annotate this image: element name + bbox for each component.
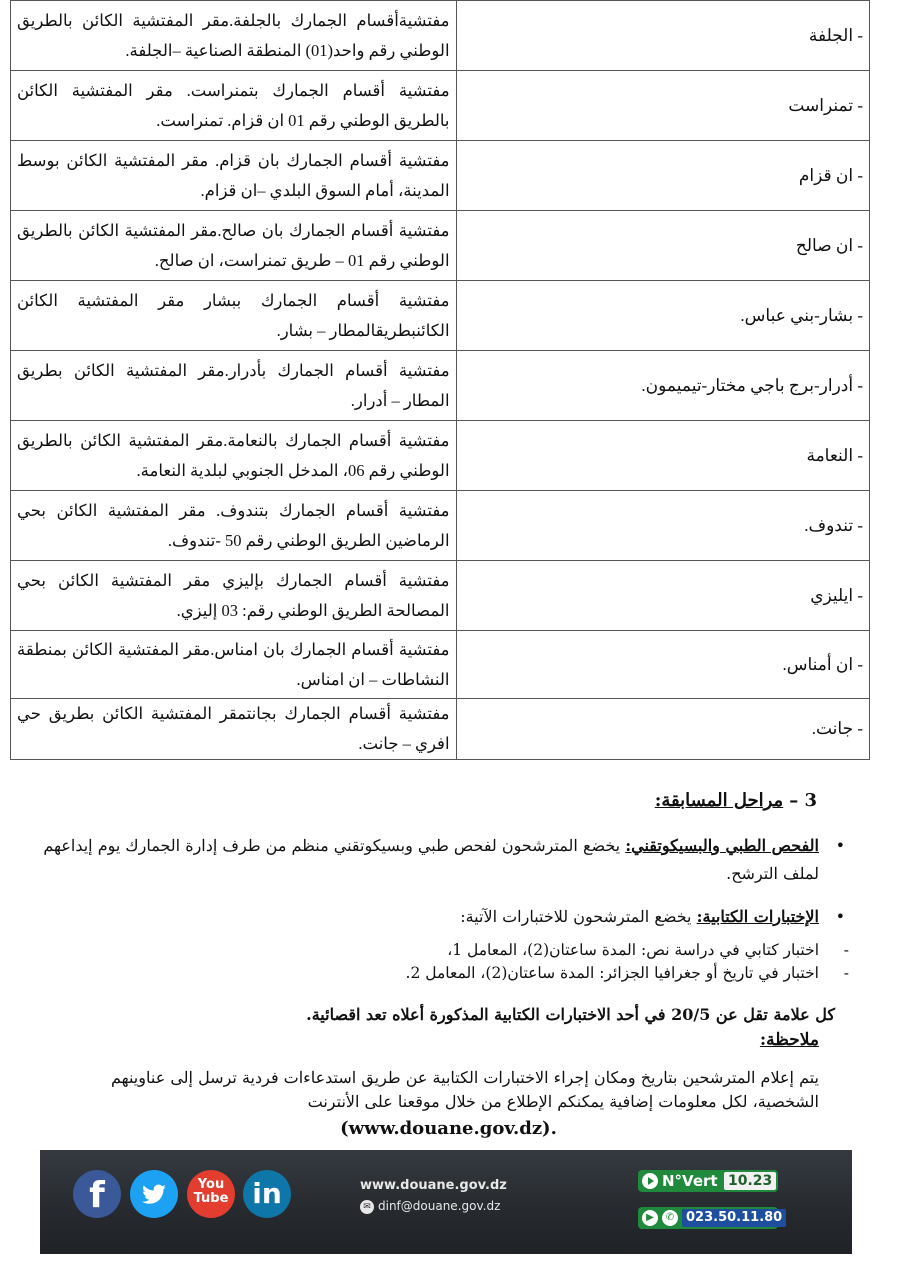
office-region: - ايليزي bbox=[456, 561, 869, 631]
green-number-label: N°Vert bbox=[662, 1172, 718, 1190]
play-icon bbox=[642, 1173, 658, 1189]
email-icon: ✉ bbox=[360, 1200, 374, 1214]
note-heading: ملاحظة: bbox=[759, 1030, 819, 1050]
office-address: مفتشية أقسام الجمارك بأدرار.مقر المفتشية الكائن بطريق المطار – أدرار. bbox=[11, 351, 457, 421]
table-row bbox=[11, 281, 870, 351]
office-region: - الجلفة bbox=[456, 1, 869, 71]
play-icon: ▶ bbox=[642, 1210, 658, 1226]
facebook-icon[interactable]: f bbox=[73, 1170, 121, 1218]
elimination-note: كل علامة تقل عن 20/5 في أحد الاختبارات الكتابية المذكورة أعلاه تعد اقصائية. bbox=[306, 1005, 835, 1024]
youtube-bottom-label: Tube bbox=[193, 1191, 229, 1206]
office-region: - تندوف. bbox=[456, 491, 869, 561]
linkedin-icon[interactable]: in bbox=[243, 1170, 291, 1218]
table-row bbox=[11, 1, 870, 71]
office-address: مفتشية أقسام الجمارك بان قزام. مقر المفتشية الكائن بوسط المدينة، أمام السوق البلدي –ان قزام. bbox=[11, 141, 457, 211]
stages-number: 3 – bbox=[789, 790, 817, 811]
phone-icon: ✆ bbox=[662, 1210, 678, 1226]
medical-exam-paragraph bbox=[19, 832, 845, 888]
table-row bbox=[11, 351, 870, 421]
bullet-icon: • bbox=[835, 907, 845, 926]
test-item-1 bbox=[447, 938, 849, 962]
banner-website[interactable]: www.douane.gov.dz bbox=[360, 1178, 507, 1193]
stages-title: مراحل المسابقة: bbox=[654, 790, 784, 811]
bullet-icon: • bbox=[835, 836, 845, 855]
office-region: - بشار-بني عباس. bbox=[456, 281, 869, 351]
contact-banner bbox=[40, 1150, 852, 1254]
written-tests-label: الإختبارات الكتابية: bbox=[696, 907, 819, 926]
office-address: مفتشية أقسام الجمارك بتندوف. مقر المفتشية الكائن بحي الرماضين الطريق الوطني رقم 50 -تندوف. bbox=[11, 491, 457, 561]
phone-badge[interactable] bbox=[638, 1207, 783, 1229]
medical-exam-text: يخضع المترشحون لفحص طبي وبسيكوتقني منظم من طرف إدارة الجمارك يوم إيداعهم لملف الترشح. bbox=[43, 836, 819, 883]
office-region: - ان صالح bbox=[456, 211, 869, 281]
stages-heading bbox=[655, 790, 817, 811]
test-item-2 bbox=[405, 961, 849, 985]
office-region: - جانت. bbox=[456, 699, 869, 760]
test-item-2-text: اختبار في تاريخ أو جغرافيا الجزائر: المدة ساعتان(2)، المعامل 2. bbox=[405, 964, 819, 982]
office-region: - ان قزام bbox=[456, 141, 869, 211]
table-row bbox=[11, 631, 870, 699]
office-region: - النعامة bbox=[456, 421, 869, 491]
office-region: - تمنراست bbox=[456, 71, 869, 141]
written-tests-paragraph bbox=[19, 903, 845, 931]
twitter-icon[interactable] bbox=[130, 1170, 178, 1218]
youtube-icon[interactable] bbox=[187, 1170, 235, 1218]
office-address: مفتشية أقسام الجمارك ببشار مقر المفتشية الكائن الكائنبطريقالمطار – بشار. bbox=[11, 281, 457, 351]
office-address: مفتشية أقسام الجمارك بإليزي مقر المفتشية الكائن بحي المصالحة الطريق الوطني رقم: 03 إليزي. bbox=[11, 561, 457, 631]
banner-email-text: dinf@douane.gov.dz bbox=[378, 1199, 501, 1213]
website-link[interactable]: (www.douane.gov.dz). bbox=[340, 1118, 557, 1139]
dash-marker: - bbox=[843, 964, 849, 982]
table-row bbox=[11, 71, 870, 141]
green-number-badge[interactable] bbox=[638, 1170, 778, 1192]
dash-marker: - bbox=[843, 941, 849, 959]
phone-number: 023.50.11.80 bbox=[682, 1209, 786, 1227]
banner-email[interactable] bbox=[360, 1199, 500, 1214]
note-text: يتم إعلام المترشحين بتاريخ ومكان إجراء الاختبارات الكتابية عن طريق استدعاءات فردية ترسل إلى عناوينهم الشخصية، لكل معلومات إضافية يمكنكم الإطلاع من خلال موقعنا على الأنترنت bbox=[110, 1068, 819, 1111]
table-row bbox=[11, 491, 870, 561]
table-row bbox=[11, 699, 870, 760]
table-row bbox=[11, 211, 870, 281]
table-row bbox=[11, 141, 870, 211]
table-row bbox=[11, 421, 870, 491]
customs-offices-table bbox=[10, 0, 870, 760]
office-region: - ان أمناس. bbox=[456, 631, 869, 699]
medical-exam-label: الفحص الطبي والبسيكوتقني: bbox=[625, 836, 819, 855]
test-item-1-text: اختبار كتابي في دراسة نص: المدة ساعتان(2)، المعامل 1، bbox=[447, 941, 819, 959]
office-address: مفتشية أقسام الجمارك بان امناس.مقر المفتشية الكائن بمنطقة النشاطات – ان امناس. bbox=[11, 631, 457, 699]
office-address: مفتشية أقسام الجمارك بالنعامة.مقر المفتشية الكائن بالطريق الوطني رقم 06، المدخل الجنوبي لبلدية النعامة. bbox=[11, 421, 457, 491]
office-address: مفتشية أقسام الجمارك بجانتمقر المفتشية الكائن بطريق حي افري – جانت. bbox=[11, 699, 457, 760]
office-address: مفتشية أقسام الجمارك بان صالح.مقر المفتشية الكائن بالطريق الوطني رقم 01 – طريق تمنراست، ان صالح. bbox=[11, 211, 457, 281]
office-address: مفتشية أقسام الجمارك بتمنراست. مقر المفتشية الكائن بالطريق الوطني رقم 01 ان قزام. تمنراست. bbox=[11, 71, 457, 141]
table-row bbox=[11, 561, 870, 631]
office-address: مفتشيةأقسام الجمارك بالجلفة.مقر المفتشية الكائن بالطريق الوطني رقم واحد(01) المنطقة الصناعية –الجلفة. bbox=[11, 1, 457, 71]
written-tests-text: يخضع المترشحون للاختبارات الآتية: bbox=[460, 907, 697, 926]
office-region: - أدرار-برج باجي مختار-تيميمون. bbox=[456, 351, 869, 421]
green-number-value: 10.23 bbox=[724, 1172, 776, 1190]
youtube-top-label: You bbox=[197, 1177, 225, 1192]
